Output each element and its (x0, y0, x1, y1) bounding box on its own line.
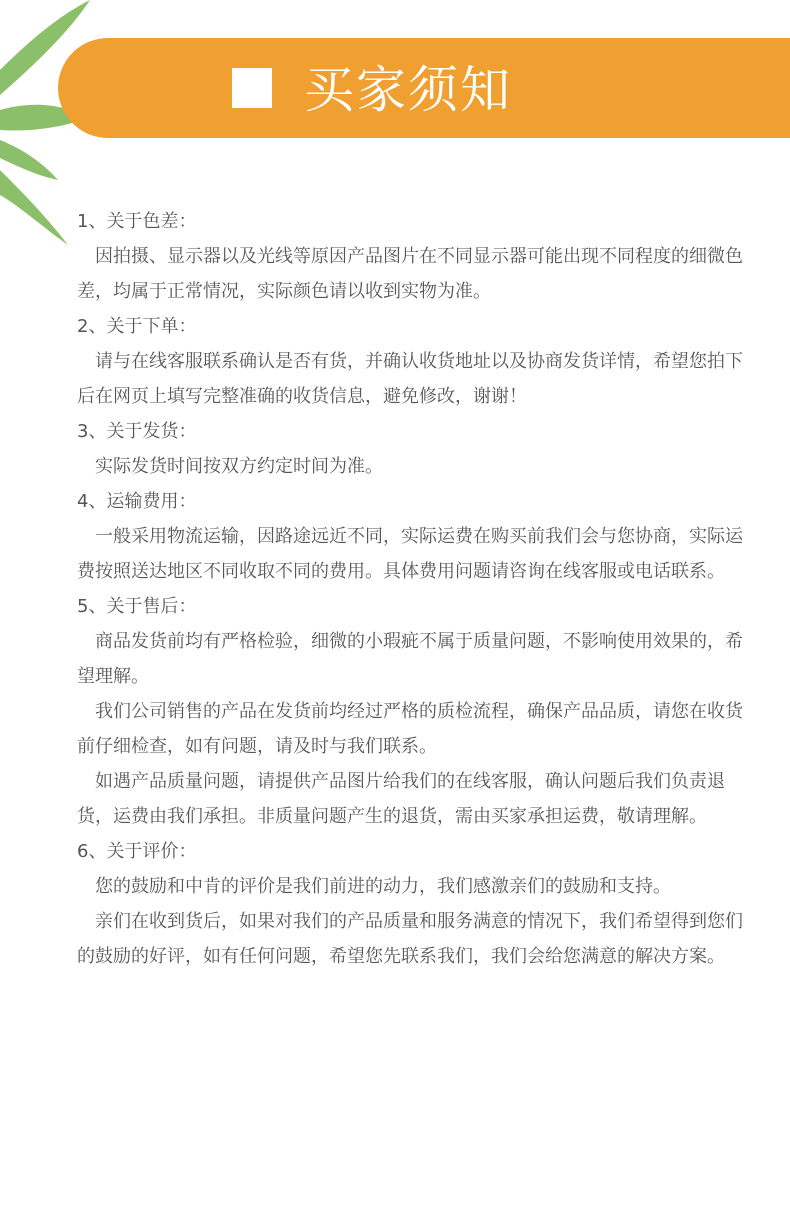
section-paragraph: 亲们在收到货后，如果对我们的产品质量和服务满意的情况下，我们希望得到您们的鼓励的好评，如有任何问题，希望您先联系我们，我们会给您满意的解决方案。 (77, 911, 743, 967)
section-paragraph: 一般采用物流运输，因路途远近不同，实际运费在购买前我们会与您协商，实际运费按照送达地区不同收取不同的费用。具体费用问题请咨询在线客服或电话联系。 (77, 526, 743, 582)
section-title: 3、关于发货： (77, 421, 197, 442)
notice-section (77, 204, 757, 309)
page-title: 买家须知 (304, 61, 512, 119)
section-title: 5、关于售后： (77, 596, 197, 617)
section-paragraph: 因拍摄、显示器以及光线等原因产品图片在不同显示器可能出现不同程度的细微色差，均属于正常情况，实际颜色请以收到实物为准。 (77, 246, 743, 302)
section-paragraph: 您的鼓励和中肯的评价是我们前进的动力，我们感激亲们的鼓励和支持。 (95, 876, 671, 897)
section-paragraph: 如遇产品质量问题，请提供产品图片给我们的在线客服，确认问题后我们负责退货，运费由我们承担。非质量问题产生的退货，需由买家承担运费，敬请理解。 (77, 771, 725, 827)
notice-content (77, 204, 757, 974)
section-paragraph: 我们公司销售的产品在发货前均经过严格的质检流程，确保产品品质，请您在收货前仔细检查，如有问题，请及时与我们联系。 (77, 701, 743, 757)
section-title: 4、运输费用： (77, 491, 197, 512)
notice-section (77, 589, 757, 834)
notice-section (77, 834, 757, 974)
notice-section (77, 484, 757, 589)
square-icon (232, 68, 272, 108)
section-title: 6、关于评价： (77, 841, 197, 862)
section-paragraph: 商品发货前均有严格检验，细微的小瑕疵不属于质量问题，不影响使用效果的，希望理解。 (77, 631, 743, 687)
section-title: 1、关于色差： (77, 211, 197, 232)
section-paragraph: 实际发货时间按双方约定时间为准。 (95, 456, 383, 477)
section-title: 2、关于下单： (77, 316, 197, 337)
section-paragraph: 请与在线客服联系确认是否有货，并确认收货地址以及协商发货详情，希望您拍下后在网页上填写完整准确的收货信息，避免修改，谢谢！ (77, 351, 743, 407)
notice-section (77, 309, 757, 414)
notice-section (77, 414, 757, 484)
